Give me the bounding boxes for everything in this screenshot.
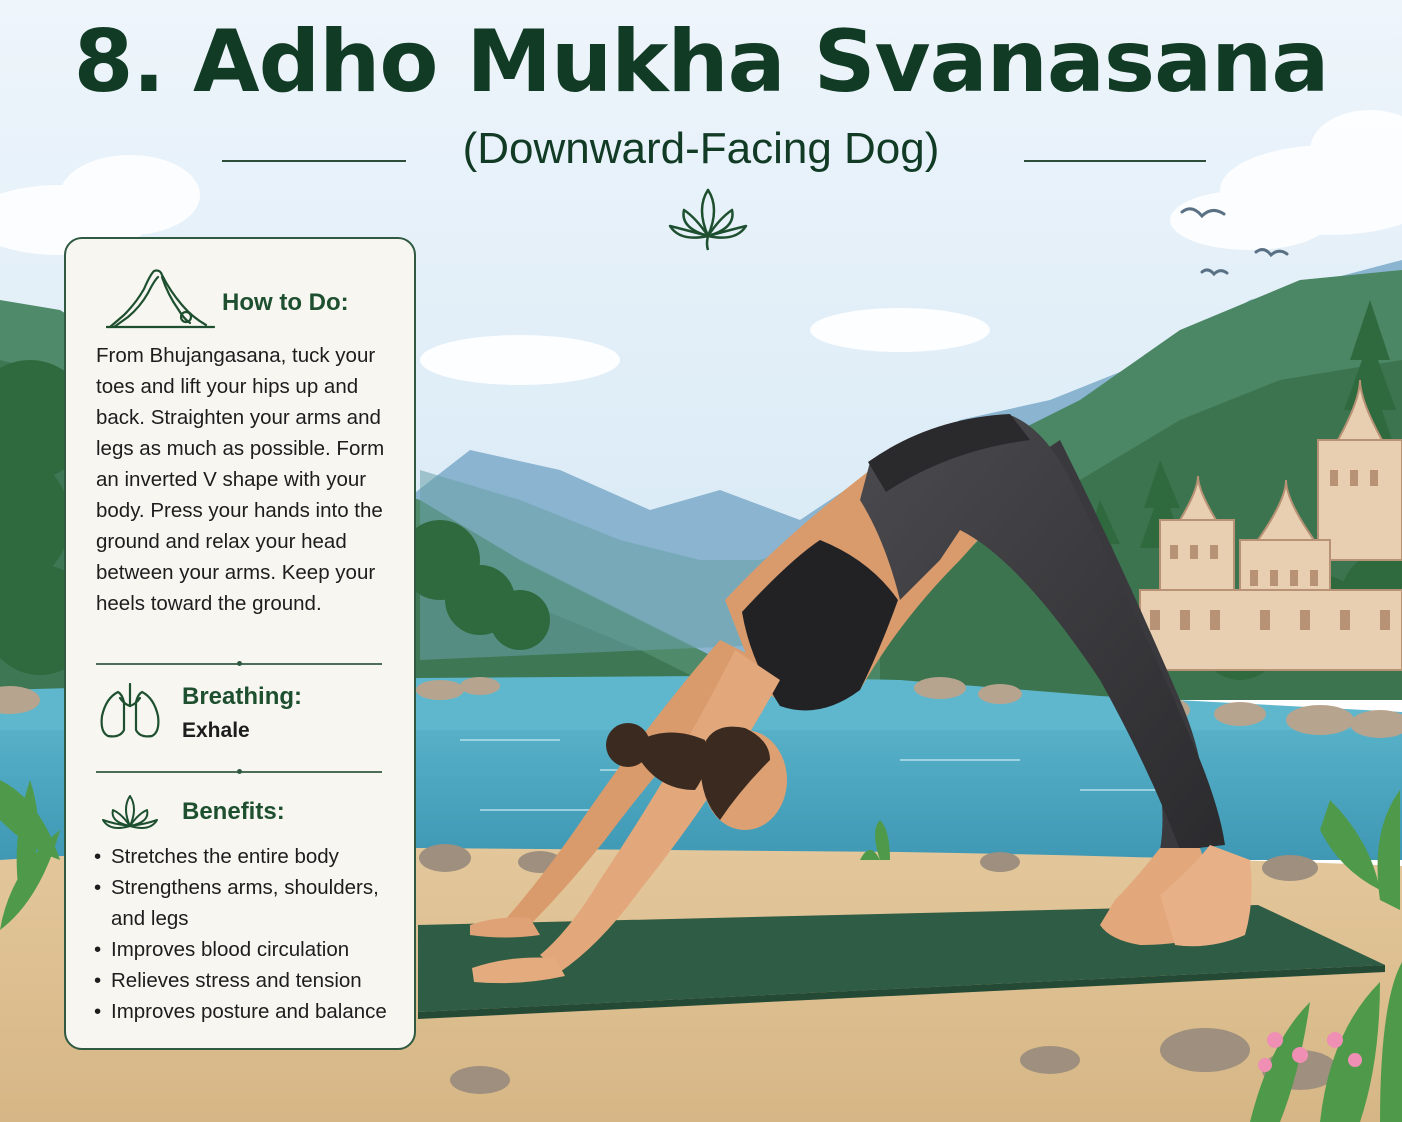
lotus-icon — [100, 794, 160, 834]
divider-dot — [237, 769, 242, 774]
list-item: • Strengthens arms, shoulders, and legs — [94, 872, 404, 934]
list-item: • Improves posture and balance — [94, 996, 404, 1027]
breathing-heading: Breathing: — [182, 683, 302, 710]
how-to-text: From Bhujangasana, tuck your toes and lift your hips up and back. Straighten your arms and legs as much as possible. Form an inverted V shape with your body. Press your hands into the ground and relax your head between your arms. Keep your heels toward the ground. — [96, 344, 385, 615]
pose-icon — [106, 265, 216, 331]
list-item: • Improves blood circulation — [94, 934, 404, 965]
benefits-heading: Benefits: — [182, 798, 285, 825]
lotus-icon — [666, 186, 750, 256]
benefits-list — [94, 841, 404, 1027]
divider — [96, 771, 382, 773]
lungs-icon — [98, 682, 162, 740]
page-subtitle: (Downward-Facing Dog) — [462, 124, 940, 173]
divider-dot — [237, 661, 242, 666]
page-title: 8. Adho Mukha Svanasana — [73, 12, 1329, 112]
breathing-value: Exhale — [182, 719, 250, 742]
divider — [96, 663, 382, 665]
info-card — [64, 237, 416, 1050]
list-item: • Relieves stress and tension — [94, 965, 404, 996]
how-to-heading: How to Do: — [222, 289, 349, 316]
list-item: • Stretches the entire body — [94, 841, 404, 872]
subtitle-row — [0, 124, 1402, 184]
title-rule-right — [1024, 160, 1206, 162]
